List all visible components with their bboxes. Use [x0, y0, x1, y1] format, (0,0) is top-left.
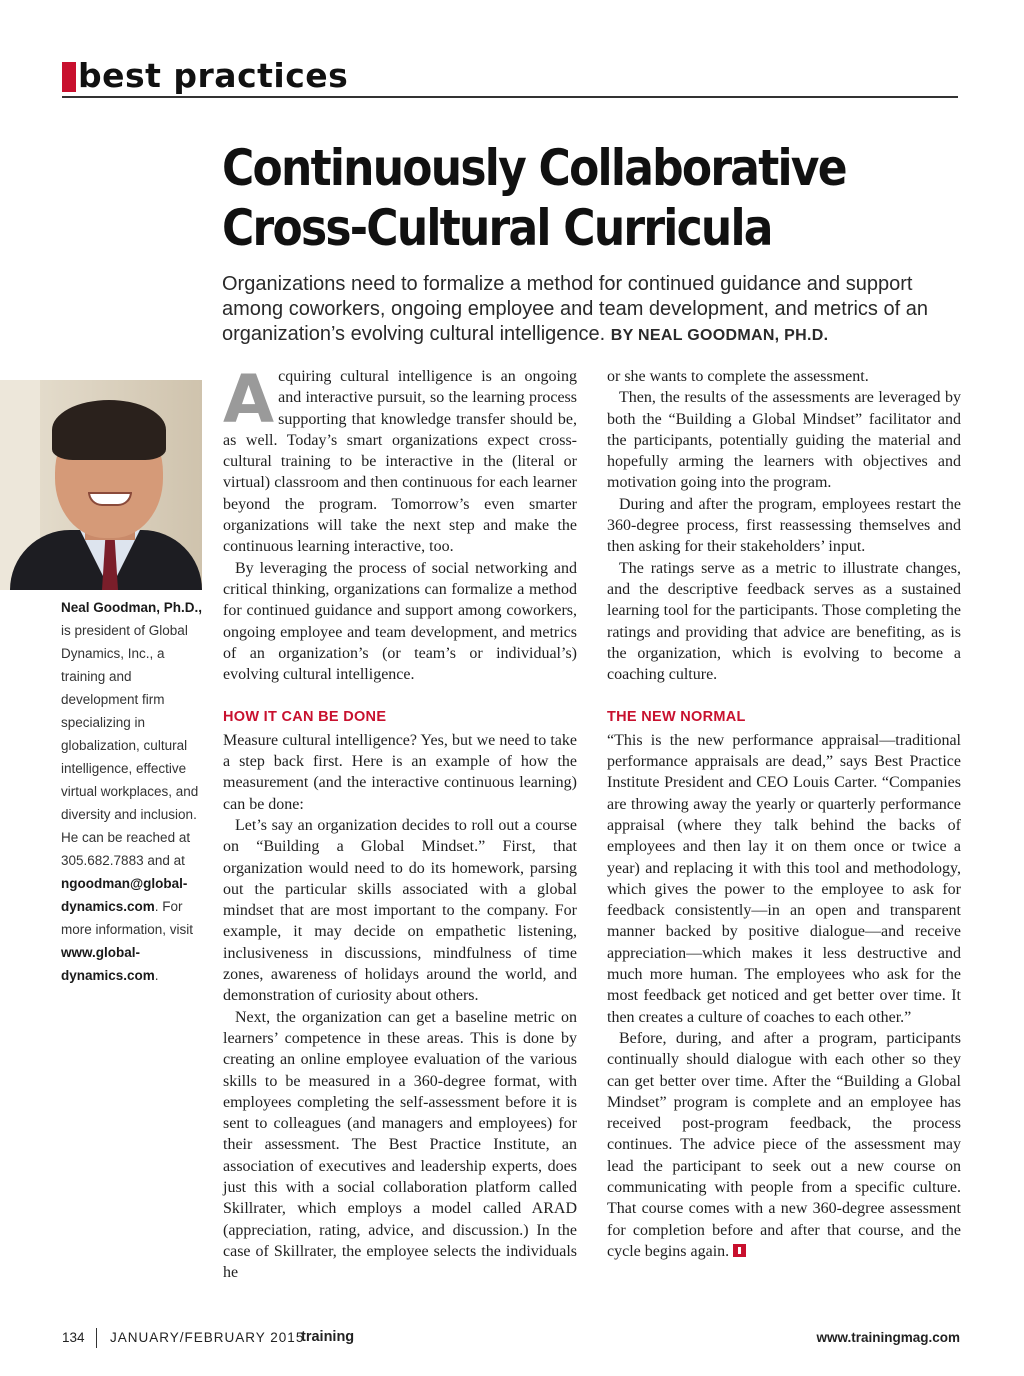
section-accent-block — [62, 62, 76, 92]
section-label-text: best practices — [78, 56, 349, 95]
end-mark-icon — [733, 1244, 746, 1257]
paragraph: Measure cultural intelligence? Yes, but we need to take a step back first. Here is an example of how the measurement (and the interactive continuous learning) can be done: — [223, 731, 577, 813]
author-website-link[interactable]: www.global-dynamics.com — [61, 945, 155, 983]
drop-cap: A — [223, 361, 275, 438]
deck-text: Organizations need to formalize a method for continued guidance and support among coworkers, ongoing employee and team development, and metrics of an organization’s evolving cultural intelligence. — [222, 273, 928, 345]
bio-text-1: is president of Global Dynamics, Inc., a training and development firm specializing in globalization, cultural intelligence, effective virtual workplaces, and diversity and inclusion. He can be reached at 305.682.7883 and at — [61, 623, 199, 868]
magazine-url-link[interactable]: www.trainingmag.com — [816, 1330, 960, 1345]
article-column-1 — [223, 361, 577, 1283]
paragraph: Let’s say an organization decides to roll out a course on “Building a Global Mindset.” First, that organization would need to do its homework, parsing out the particular skills associated with a global mindset that are most important to the company. For example, it may decide on empathetic listening, inclusiveness in discussions, mindfulness of time zones, awareness of holidays around the world, and demonstration of curiosity about others. — [223, 816, 577, 1005]
author-email-link[interactable]: ngoodman@global-dynamics.com — [61, 876, 188, 914]
paragraph: Then, the results of the assessments are leveraged by both the “Building a Global Mindset” facilitator and the participants, potentially guiding the material and hopefully arming the learners with objectives and motivation going into the program. — [607, 389, 961, 492]
bio-text-3: . — [154, 968, 159, 983]
subhead-how-it-can-be-done: HOW IT CAN BE DONE — [223, 709, 387, 726]
paragraph: Acquiring cultural intelligence is an ongoing and interactive pursuit, so the learning process supporting that knowledge transfer should be, as well. Today’s smart organizations expect cross-cultural training to be interactive in the (literal or virtual) classroom and then continuous for each learner beyond the program. Tomorrow’s even smarter organizations will take the next step and make the continuous learning interactive, too. — [223, 361, 577, 556]
author-photo — [0, 380, 202, 590]
article-headline — [222, 138, 873, 258]
subhead-the-new-normal: THE NEW NORMAL — [607, 709, 746, 726]
author-name: Neal Goodman, Ph.D., — [61, 600, 203, 615]
footer-divider — [96, 1328, 97, 1348]
article-deck — [222, 272, 962, 348]
byline: BY NEAL GOODMAN, PH.D. — [610, 327, 829, 344]
paragraph: By leveraging the process of social networking and critical thinking, organizations can formalize a method for continued guidance and support among coworkers, ongoing employee and team development, and metrics of an organization’s (or team’s or individual’s) evolving cultural intelligence. — [223, 559, 577, 684]
page-footer — [62, 1328, 962, 1350]
author-bio — [61, 596, 211, 987]
paragraph: During and after the program, employees restart the 360-degree process, first reassessing themselves and then asking for their stakeholders’ input. — [607, 495, 961, 556]
headline-line-2: Cross-Cultural Curricula — [222, 199, 772, 257]
page-number: 134 — [62, 1330, 85, 1345]
paragraph: Next, the organization can get a baseline metric on learners’ competence in these areas. This is done by creating an online employee evaluation of the various skills to be measured in a 360-degree format, with employees completing the self-assessment before it is sent to colleagues (and managers and employees) for their assessment. The Best Practice Institute, an association of executives and leadership experts, does just this with a social collaboration platform called Skillrater, which employs a model called ARAD (appreciation, rating, advice, and discussion.) In the case of Skillrater, the employee selects the individuals he — [223, 1008, 577, 1282]
bio-text-2: . For more information, visit — [61, 899, 194, 937]
issue-date: JANUARY/FEBRUARY 2015 — [110, 1330, 305, 1345]
section-label — [62, 58, 958, 98]
paragraph: Before, during, and after a program, participants continually should dialogue with each other so they can get better over time. After the “Building a Global Mindset” program is complete and an employee has received post-program feedback, the process continues. The advice piece of the assessment may lead the participant to seek out a new course on communicating with people from a specific culture. That course comes with a new 360-degree assessment for completion before and after that course, and the cycle begins again. — [607, 1029, 961, 1260]
article-column-2 — [607, 366, 961, 1262]
paragraph: “This is the new performance appraisal—traditional performance appraisals are dead,” says Best Practice Institute President and CEO Louis Carter. “Companies are throwing away the yearly or quarterly performance appraisal (where they talk behind the backs of employees and then lay it on them once or twice a year) and replacing it with this tool and methodology, which gives the power to the employee to ask for feedback consistently—in an open and transparent manner backed by positive dialogue—and receive appreciation—which makes it less destructive and much more human. The employees who ask for the most feedback get noticed and get better over time. It then creates a culture of coaches to each other.” — [607, 731, 961, 1026]
magazine-name: training — [301, 1329, 355, 1345]
paragraph: The ratings serve as a metric to illustrate changes, and the descriptive feedback serves as a sustained learning tool for the participants. Those completing the ratings and providing that advice are benefiting, as is the organization, which is evolving to become a coaching culture. — [607, 559, 961, 684]
paragraph: or she wants to complete the assessment. — [607, 368, 869, 385]
headline-line-1: Continuously Collaborative — [222, 139, 846, 197]
